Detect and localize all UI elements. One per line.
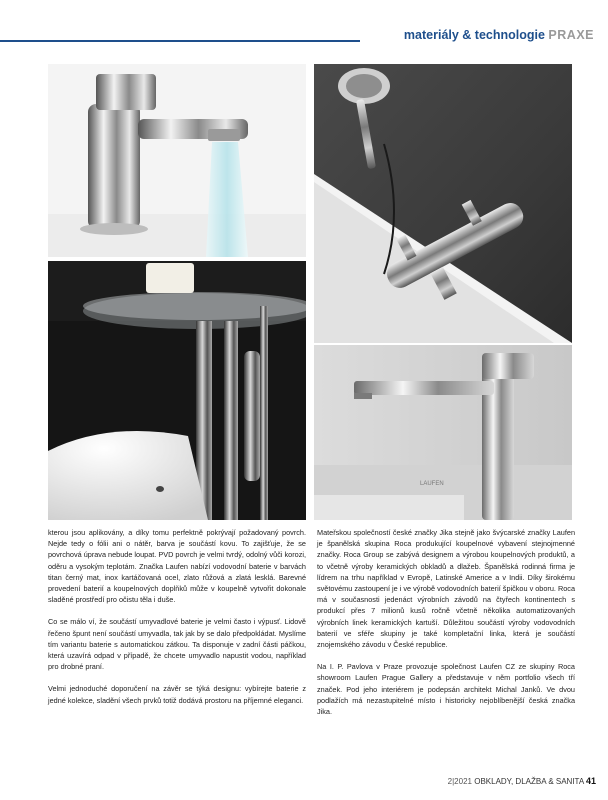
freestanding-bath-mixer-photo — [48, 261, 306, 520]
issue-number: 2|2021 — [447, 777, 472, 786]
wall-shower-thermostat-photo — [314, 64, 572, 343]
paragraph: Na I. P. Pavlova v Praze provozuje společnost Laufen CZ ze skupiny Roca showroom Laufen Prague Gallery a představuje v něm portfolio všech tří značek. Pod jeho interiérem je podepsán architekt Michal Janků. Ve dvou podlažích má nezastupitelné místo i historicky nejoblíbenější česká značka Jika. — [317, 662, 575, 717]
section-title: materiály & technologie — [403, 28, 545, 42]
paragraph: Mateřskou společností české značky Jika stejně jako švýcarské značky Laufen je španělská skupina Roca produkující koupelnové vybavení stejnojmenné značky. Roca Group se zabývá designem a výrobou koupelnových produktů, a to včetně výroby keramických obkladů a dlažeb. Španělská rodinná firma je lídrem na trhu například v Evropě, Latinské Americe a v Indii. Díky širokému světovému zastoupení je i ve výrobě vodovodních baterií špičkou v oboru. Roca má v současnosti jedenáct výrobních závodů na čtyřech kontinentech s produkcí přes 7 milionů kusů ročně včetně několika automatizovaných výrobních linek keramických kartuší. Důležitou součástí výroby vodovodních baterií ve sféře skupiny je také kompletační linka, která je součástí znojemského závodu v České republice. — [317, 528, 575, 650]
faucet-image — [48, 64, 306, 257]
magazine-name: OBKLADY, DLAŽBA & SANITA — [474, 777, 584, 786]
running-header — [404, 28, 594, 42]
paragraph: kterou jsou aplikovány, a díky tomu perfektně pokrývají požadovaný povrch. Nejde tedy o fólii ani o nátěr, barva je součástí kovu. To zajišťuje, že se povrchová úprava nebude loupat. PVD povrch je velmi tvrdý, odolný vůči korozi, oděru a vysokým teplotám. Značka Laufen nabízí vodovodní baterie v barvách titan černý mat, inox kartáčovaná ocel, zlato růžová a zlatá lesklá. Barevné provedení baterií a koupelnových doplňků může v koupelně vytvořit dokonale sladěné prostředí pro očistu těla i duše. — [48, 528, 306, 605]
page-footer — [448, 776, 596, 786]
header-rule — [0, 40, 360, 42]
tall-basin-mixer-photo — [314, 345, 572, 520]
faucet-image — [48, 261, 306, 520]
article-column-right — [317, 527, 575, 728]
faucet-image — [314, 345, 572, 520]
article-column-left — [48, 527, 306, 717]
paragraph: Co se málo ví, že součástí umyvadlové baterie je velmi často i výpusť. Lidově řečeno špunt není součástí umyvadla, tak jak by se dalo předpokládat. Myslíme tím variantu baterie s automatickou zátkou. Ta disponuje v zadní části páčkou, která uzavírá odpad v případě, že chcete umyvadlo napustit vodou, například pro drobné praní. — [48, 617, 306, 672]
section-tag: PRAXE — [548, 28, 594, 42]
basin-mixer-photo — [48, 64, 306, 257]
paragraph: Velmi jednoduché doporučení na závěr se týká designu: vybírejte baterie z jedné kolekce, sladění všech prvků totiž dodává prostoru na příjemné eleganci. — [48, 684, 306, 705]
page-number: 41 — [585, 776, 596, 786]
shower-image — [314, 64, 572, 343]
laufen-logo-mark: LAUFEN — [420, 481, 444, 487]
